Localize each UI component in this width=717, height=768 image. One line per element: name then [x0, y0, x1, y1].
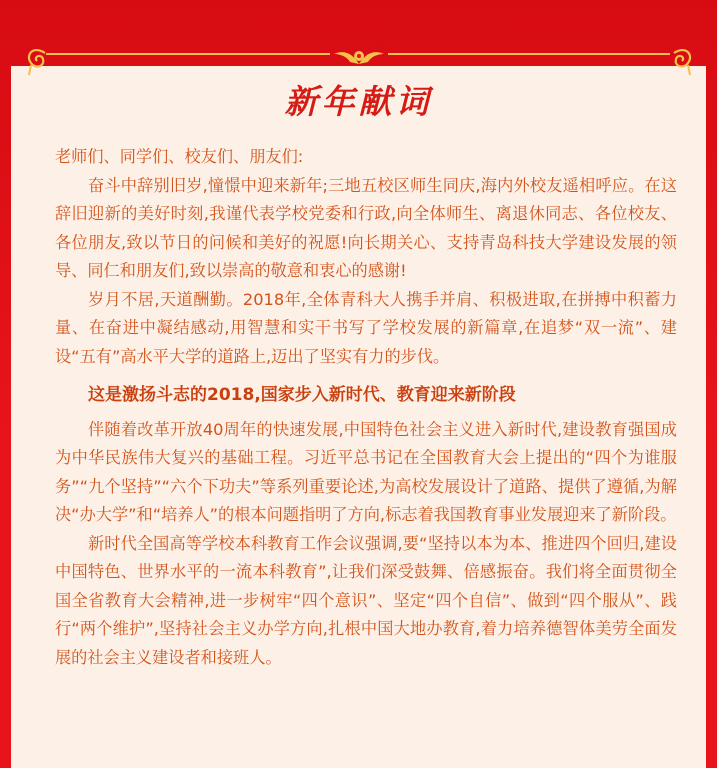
gold-divider-left — [46, 53, 330, 55]
paragraph: 岁月不居,天道酬勤。2018年,全体青科大人携手并肩、积极进取,在拼搏中积蓄力量、在奋进中凝结感动,用智慧和实干书写了学校发展的新篇章,在追梦“双一流”、建设“五有”高水平大学的道路上,迈出了坚实有力的步伐。 — [55, 289, 677, 366]
section-heading: 这是激扬斗志的2018,国家步入新时代、教育迎来新阶段 — [88, 385, 516, 405]
corner-scroll-ornament-left — [23, 41, 53, 77]
paragraph: 奋斗中辞别旧岁,憧憬中迎来新年;三地五校区师生同庆,海内外校友遥相呼应。在这辞旧迎新的美好时刻,我谨代表学校党委和行政,向全体师生、离退休同志、各位校友、各位朋友,致以节日的问候和美好的祝愿!向长期关心、支持青岛科技大学建设发展的领导、同仁和朋友们,致以崇高的敬意和衷心的感谢! — [55, 175, 677, 280]
paragraph: 新时代全国高等学校本科教育工作会议强调,要“坚持以本为本、推进四个回归,建设中国特色、世界水平的一流本科教育”,让我们深受鼓舞、倍感振奋。我们将全面贯彻全国全省教育大会精神,进一步树牢“四个意识”、坚定“四个自信”、做到“四个服从”、践行“两个维护”,坚持社会主义办学方向,扎根中国大地办教育,着力培养德智体美劳全面发展的社会主义建设者和接班人。 — [55, 533, 677, 667]
center-cloud-ornament — [330, 44, 388, 68]
gold-divider-right — [388, 53, 670, 55]
letter-body — [55, 143, 677, 672]
corner-scroll-ornament-right — [666, 41, 696, 77]
page-title: 新年献词 — [284, 82, 433, 121]
salutation: 老师们、同学们、校友们、朋友们: — [55, 147, 304, 166]
paragraph: 伴随着改革开放40周年的快速发展,中国特色社会主义进入新时代,建设教育强国成为中华民族伟大复兴的基础工程。习近平总书记在全国教育大会上提出的“四个为谁服务”“九个坚持”“六个下功夫”等系列重要论述,为高校发展设计了道路、提供了遵循,为解决“办大学”和“培养人”的根本问题指明了方向,标志着我国教育事业发展迎来了新阶段。 — [55, 419, 677, 524]
